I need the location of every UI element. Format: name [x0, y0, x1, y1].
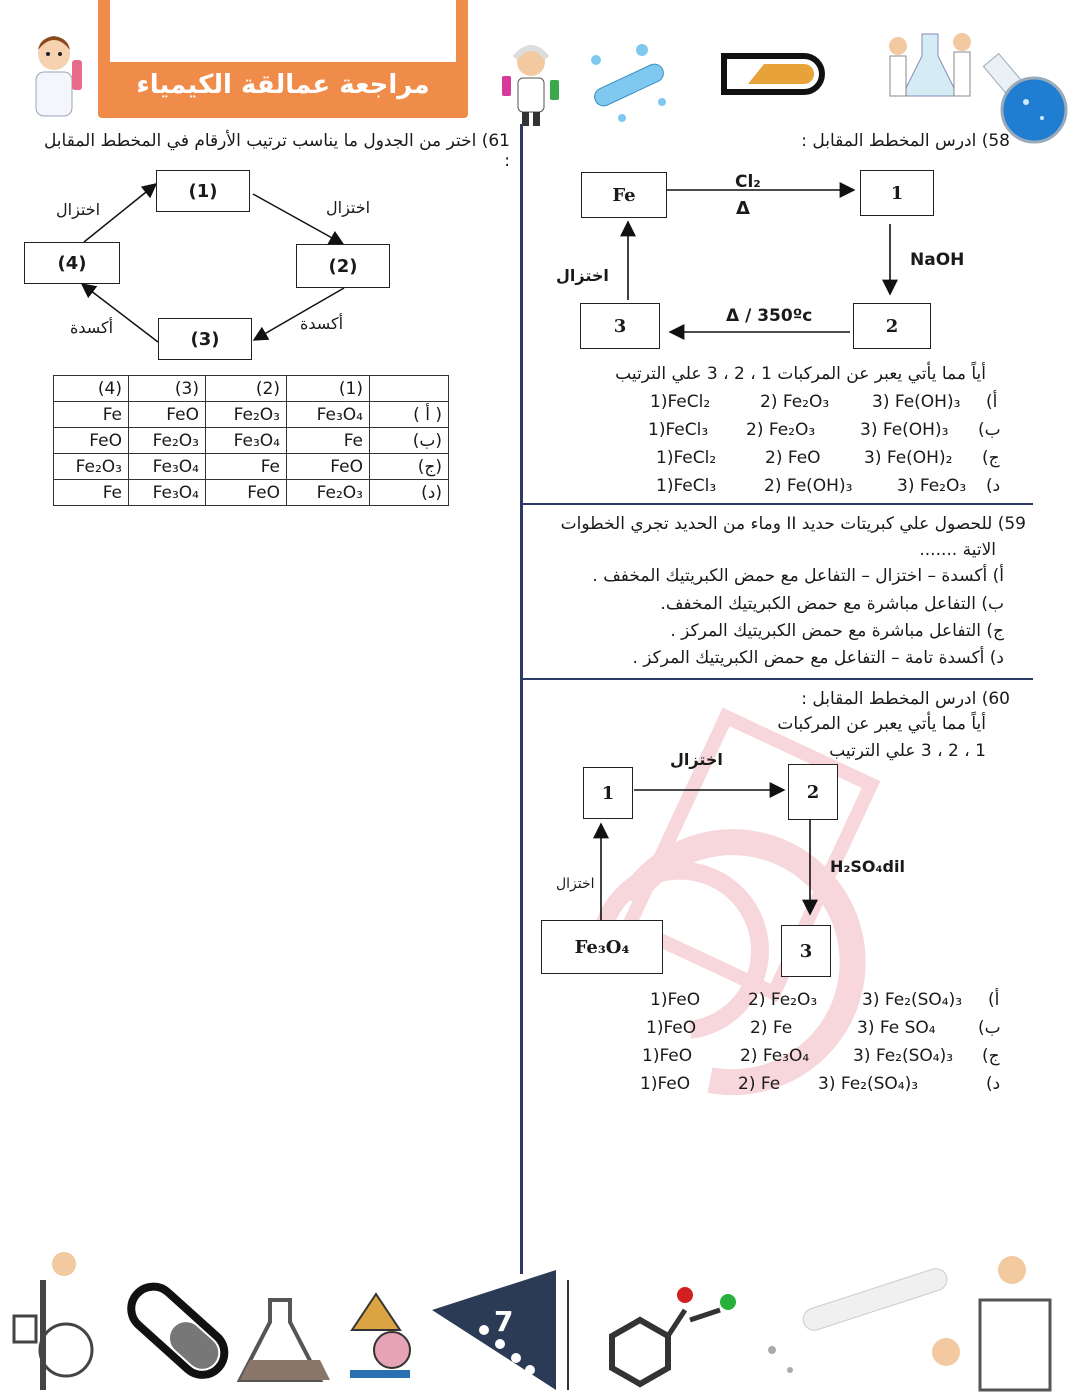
q60-opt-c-3: 3) Fe₂(SO₄)₃	[853, 1046, 954, 1066]
scientists-flask-icon	[884, 26, 976, 116]
q61-box-1: (1)	[156, 170, 250, 212]
q59-prompt-line1: 59) للحصول علي كبريتات حديد II وماء من الحديد تجري الخطوات	[560, 514, 1026, 534]
q58-box-fe: Fe	[581, 172, 667, 218]
page-title: مراجعة عمالقة الكيمياء	[136, 70, 430, 100]
q61-label-oxidation-right: أكسدة	[300, 314, 344, 333]
test-tube-icon	[718, 50, 828, 98]
q61-box-3: (3)	[158, 318, 252, 360]
q60-opt-b-letter: ب)	[978, 1018, 1001, 1038]
q59-option-b: ب) التفاعل مباشرة مع حمض الكبريتيك المخفف.	[660, 594, 1004, 614]
q58-label-cl2: Cl₂	[735, 172, 761, 192]
q60-box-3: 3	[781, 925, 831, 977]
q58-label-delta: Δ	[736, 198, 750, 219]
table-row	[54, 402, 449, 428]
q60-opt-b-3: 3) Fe SO₄	[857, 1018, 936, 1038]
table-cell: Fe₂O₃	[54, 454, 129, 480]
table-cell: Fe₃O₄	[206, 428, 287, 454]
table-row	[54, 428, 449, 454]
table-cell: Fe	[54, 480, 129, 506]
table-cell: Fe₂O₃	[129, 428, 206, 454]
q58-label-heat: Δ / 350ºc	[726, 306, 813, 326]
q60-opt-c-1: 1)FeO	[642, 1046, 693, 1066]
q60-opt-d-letter: د)	[986, 1074, 1001, 1094]
q60-opt-d-1: 1)FeO	[640, 1074, 691, 1094]
q58-prompt: 58) ادرس المخطط المقابل :	[801, 131, 1010, 151]
table-cell: Fe₃O₄	[129, 454, 206, 480]
q58-question: أياً مما يأتي يعبر عن المركبات 1 ، 2 ، 3 علي الترتيب	[615, 364, 986, 384]
q58-opt-c-letter: ج)	[982, 448, 1000, 468]
page-number: 7	[494, 1305, 514, 1338]
q58-opt-c-2: 2) FeO	[765, 448, 821, 468]
header-banner	[98, 0, 470, 118]
table-cell: FeO	[129, 402, 206, 428]
footer-illustrations	[0, 1240, 1080, 1398]
table-header-cell	[370, 376, 449, 402]
q60-opt-a-3: 3) Fe₂(SO₄)₃	[862, 990, 963, 1010]
q61-label-reduction-right: اختزال	[326, 198, 371, 217]
q60-opt-d-3: 3) Fe₂(SO₄)₃	[818, 1074, 919, 1094]
q61-box-4: (4)	[24, 242, 120, 284]
q61-table	[53, 375, 449, 506]
table-cell: Fe₂O₃	[287, 480, 370, 506]
benzene-molecule-icon	[612, 1287, 736, 1384]
q59-option-d: د) أكسدة تامة – التفاعل مع حمض الكبريتيك المركز .	[632, 648, 1004, 668]
table-cell: Fe₃O₄	[129, 480, 206, 506]
q58-box-1: 1	[860, 170, 934, 216]
table-cell: (ج)	[370, 454, 449, 480]
table-header-cell: (2)	[206, 376, 287, 402]
table-row	[54, 480, 449, 506]
table-cell: (ب)	[370, 428, 449, 454]
q58-opt-b-2: 2) Fe₂O₃	[746, 420, 816, 440]
q60-opt-a-1: 1)FeO	[650, 990, 701, 1010]
q61-label-reduction-left: اختزال	[56, 200, 101, 219]
q59-option-a: أ) أكسدة – اختزال – التفاعل مع حمض الكبريتيك المخفف .	[592, 566, 1004, 586]
table-cell: ( أ )	[370, 402, 449, 428]
q58-opt-b-1: 1)FeCl₃	[648, 420, 709, 440]
q60-opt-a-2: 2) Fe₂O₃	[748, 990, 818, 1010]
q58-opt-c-1: 1)FeCl₂	[656, 448, 717, 468]
tilted-test-tube-icon	[122, 1278, 233, 1384]
q60-label-reduction-left: اختزال	[556, 876, 595, 892]
table-header-cell: (3)	[129, 376, 206, 402]
q58-opt-a-3: 3) Fe(OH)₃	[872, 392, 961, 412]
q58-box-3: 3	[580, 303, 660, 349]
q60-opt-b-2: 2) Fe	[750, 1018, 793, 1038]
q58-opt-d-3: 3) Fe₂O₃	[897, 476, 967, 496]
table-row	[54, 454, 449, 480]
table-cell: FeO	[54, 428, 129, 454]
q60-label-reduction-top: اختزال	[670, 750, 723, 769]
q58-opt-d-1: 1)FeCl₃	[656, 476, 717, 496]
table-header-cell: (1)	[287, 376, 370, 402]
q60-opt-c-letter: ج)	[982, 1046, 1000, 1066]
test-tube-molecule-icon	[582, 42, 676, 126]
table-cell: (د)	[370, 480, 449, 506]
q60-box-1: 1	[583, 767, 633, 819]
scientist-girl-icon	[932, 1256, 1050, 1390]
lab-setup-icon	[350, 1294, 410, 1378]
divider-58-59	[523, 503, 1033, 505]
mad-scientist-icon	[500, 40, 562, 128]
q58-opt-a-letter: أ)	[986, 392, 998, 412]
table-cell: FeO	[206, 480, 287, 506]
q58-opt-b-3: 3) Fe(OH)₃	[860, 420, 949, 440]
lab-equipment-icon	[14, 1252, 92, 1390]
q60-question-line1: أياً مما يأتي يعبر عن المركبات	[777, 714, 986, 734]
q58-opt-d-letter: د)	[986, 476, 1001, 496]
pouring-tube-icon	[768, 1266, 950, 1373]
q58-opt-a-1: 1)FeCl₂	[650, 392, 711, 412]
q60-opt-c-2: 2) Fe₃O₄	[740, 1046, 810, 1066]
divider-59-60	[523, 678, 1033, 680]
q58-opt-b-letter: ب)	[978, 420, 1001, 440]
q58-opt-c-3: 3) Fe(OH)₂	[864, 448, 953, 468]
table-cell: Fe	[54, 402, 129, 428]
q58-label-reduction: اختزال	[556, 266, 609, 285]
q60-prompt: 60) ادرس المخطط المقابل :	[801, 689, 1010, 709]
q60-box-2: 2	[788, 764, 838, 820]
q58-opt-d-2: 2) Fe(OH)₃	[764, 476, 853, 496]
q59-option-c: ج) التفاعل مباشرة مع حمض الكبريتيك المركز .	[670, 621, 1004, 641]
q58-opt-a-2: 2) Fe₂O₃	[760, 392, 830, 412]
conical-flask-icon	[240, 1300, 330, 1380]
q60-label-h2so4: H₂SO₄dil	[830, 857, 905, 876]
table-cell: Fe	[206, 454, 287, 480]
q60-opt-a-letter: أ)	[988, 990, 1000, 1010]
q60-opt-b-1: 1)FeO	[646, 1018, 697, 1038]
table-header-row	[54, 376, 449, 402]
q61-box-2: (2)	[296, 244, 390, 288]
q61-prompt: 61) اختر من الجدول ما يناسب ترتيب الأرقام في المخطط المقابل :	[43, 131, 510, 171]
table-cell: Fe	[287, 428, 370, 454]
table-cell: Fe₂O₃	[206, 402, 287, 428]
q58-label-naoh: NaOH	[910, 250, 965, 270]
q60-question-line2: 1 ، 2 ، 3 علي الترتيب	[829, 741, 986, 761]
q61-label-oxidation-left: أكسدة	[70, 318, 114, 337]
q59-prompt-line2: الاتية .......	[919, 540, 996, 560]
table-cell: Fe₃O₄	[287, 402, 370, 428]
q58-box-2: 2	[853, 303, 931, 349]
table-cell: FeO	[287, 454, 370, 480]
q60-box-fe3o4: Fe₃O₄	[541, 920, 663, 974]
scientist-boy-icon	[12, 30, 98, 120]
table-header-cell: (4)	[54, 376, 129, 402]
q60-opt-d-2: 2) Fe	[738, 1074, 781, 1094]
